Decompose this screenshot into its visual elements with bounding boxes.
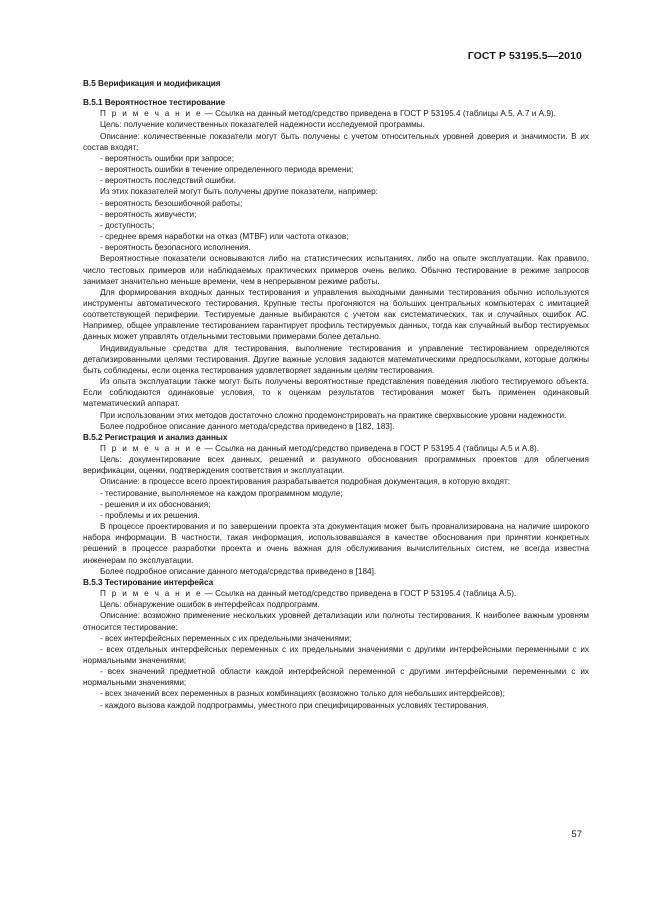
paragraph: Описание: возможно применение нескольких уровней детализации или полноты тестирования. К наиболее важным уровням относится тестирование: <box>83 611 589 632</box>
note <box>83 108 589 119</box>
note-label: П р и м е ч а н и е <box>100 109 203 119</box>
note <box>83 443 589 454</box>
paragraph: - всех отдельных интерфейсных переменных с их предельными значениями с другими интерфейсными переменными с их нормальными значениями; <box>83 644 589 665</box>
paragraph: - вероятность ошибки в течение определенного периода времени; <box>100 165 354 175</box>
paragraph: Из опыта эксплуатации также могут быть получены вероятностные представления поведения любого тестируемого объекта. Если соблюдаются одинаковые условия, то к оценкам результатов тестирования может быть применен одинаковый математический аппарат. <box>83 377 589 409</box>
section-heading: В.5 Верификация и модификация <box>83 79 221 88</box>
paragraph: - среднее время наработки на отказ (MTBF) или частота отказов; <box>100 232 349 242</box>
paragraph: Вероятностные показатели основываются либо на статистических испытаниях, либо на опыте эксплуатации. Как правило, число тестовых примеров или наблюдаемых практических примеров очень велико. Обычно тестирование в режиме запросов занимает значительно меньше времени, чем в непрерывном режиме работы. <box>83 254 589 286</box>
section-heading: В.5.2 Регистрация и анализ данных <box>83 432 228 442</box>
paragraph: Более подробное описание данного метода/средства приведено в [184]. <box>100 566 377 576</box>
paragraph: Из этих показателей могут быть получены другие показатели, например: <box>100 187 378 197</box>
section-heading: В.5.1 Вероятностное тестирование <box>83 98 226 108</box>
paragraph: Цель: документирование всех данных, решений и разумного обоснования программных проектов для облегчения верификации, оценки, подтверждения соответствия и эксплуатации. <box>83 455 589 476</box>
note-label: П р и м е ч а н и е <box>100 444 203 453</box>
note-text: — Ссылка на данный метод/средство приведена в ГОСТ Р 53195.4 (таблица А.5). <box>202 589 517 599</box>
paragraph: - всех значений всех переменных в разных комбинациях (возможно только для небольших интерфейсов); <box>100 689 505 699</box>
section-heading: В.5.3 Тестирование интерфейса <box>83 577 214 587</box>
note <box>83 588 589 599</box>
paragraph: - вероятность безопасного исполнения. <box>100 243 251 253</box>
paragraph: - проблемы и их решения. <box>100 510 200 520</box>
paragraph: - каждого вызова каждой подпрограммы, уместного при специфицированных условиях тестирования. <box>100 700 489 710</box>
paragraph: - вероятность безошибочной работы; <box>100 198 243 208</box>
note-label: П р и м е ч а н и е <box>100 589 203 599</box>
paragraph: Описание: количественные показатели могут быть получены с учетом относительных уровней доверия и значимости. В их состав входят: <box>83 131 589 152</box>
page-number: 57 <box>571 829 582 840</box>
paragraph: - доступность; <box>100 220 155 230</box>
standard-header: ГОСТ Р 53195.5—2010 <box>467 50 582 62</box>
paragraph: - всех интерфейсных переменных с их предельными значениями; <box>100 633 352 643</box>
note-text: — Ссылка на данный метод/средство приведена в ГОСТ Р 53195.4 (таблицы А.5 и А.8). <box>202 444 540 453</box>
paragraph: Описание: в процессе всего проектирования разрабатывается подробная документация, в которую входят: <box>100 477 510 487</box>
paragraph: Более подробное описание данного метода/средства приведено в [182, 183]. <box>100 421 395 431</box>
paragraph: В процессе проектирования и по завершении проекта эта документация может быть проанализирована на наличие широкого набора информации. В частности, такая информация, использовавшаяся в качестве обоснования при принятии конкретных решений в процессе разработки проекта и очень важная для обслуживания вычислительных систем, не всегда известна инженерам по эксплуатации. <box>83 522 589 565</box>
paragraph: - решения и их обоснования; <box>100 499 211 509</box>
paragraph: - вероятность живучести; <box>100 209 197 219</box>
document-body <box>83 78 589 711</box>
paragraph: - вероятность последствий ошибки. <box>100 176 237 186</box>
paragraph: При использовании этих методов достаточно сложно продемонстрировать на практике сверхвысокие уровни надежности. <box>100 410 567 420</box>
paragraph: - всех значений предметной области каждой интерфейсной переменной с другими интерфейсными переменными с их нормальными значениями; <box>83 667 589 688</box>
note-text: — Ссылка на данный метод/средство приведена в ГОСТ Р 53195.4 (таблицы А.5, А.7 и А.9). <box>202 109 556 119</box>
paragraph: Цель: получение количественных показателей надежности исследуемой программы. <box>100 120 425 130</box>
paragraph: - тестирование, выполняемое на каждом программном модуле; <box>100 488 343 498</box>
paragraph: Цель: обнаружение ошибок в интерфейсах подпрограмм. <box>100 600 320 610</box>
paragraph: Для формирования входных данных тестирования и управления выходными данными тестирования обычно используются инструменты автоматического тестирования. Крупные тесты прогоняются на больших центральных компьютерах с имитацией соответствующей периферии. Тестируемые данные выбираются с учетом как систематических, так и случайных ошибок АС. Например, общее управление тестированием гарантирует профиль тестируемых данных, тогда как случайный выбор тестируемых данных может управлять отдельными тестовыми примерами более детально. <box>83 287 589 342</box>
paragraph: Индивидуальные средства для тестирования, выполнение тестирования и управление тестированием определяются детализированными целями тестирования. Другие важные условия задаются математическими предпосылками, которые должны быть соблюдены, если оценка тестирования удовлетворяет заданным целям тестирования. <box>83 343 589 375</box>
paragraph: - вероятность ошибки при запросе; <box>100 153 234 163</box>
